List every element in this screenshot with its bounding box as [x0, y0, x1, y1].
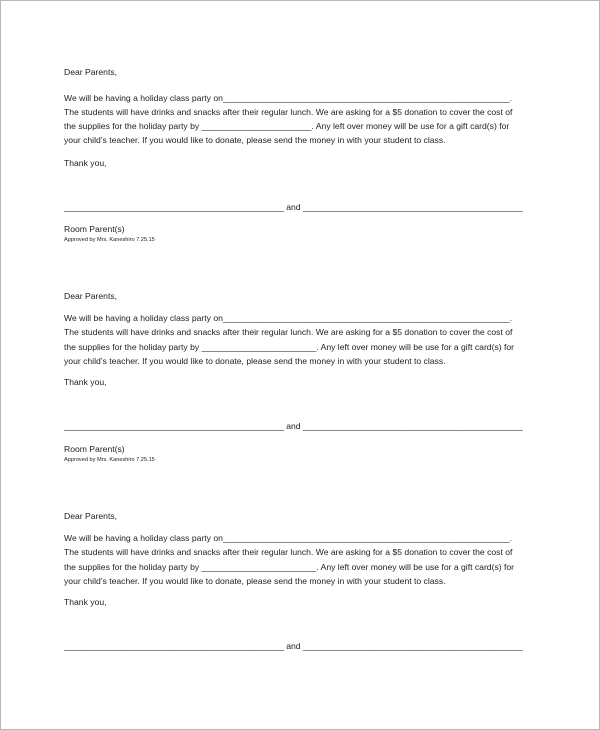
signer-label: Room Parent(s) — [64, 444, 125, 454]
body-line-2: The students will have drinks and snacks after their regular lunch. We are asking for a $5 donation to cover the cost of — [64, 547, 513, 557]
signer-label: Room Parent(s) — [64, 224, 125, 234]
body-line-2: The students will have drinks and snacks after their regular lunch. We are asking for a $5 donation to cover the cost of — [64, 107, 513, 117]
body-line-4: your child’s teacher. If you would like to donate, please send the money in with your student to class. — [64, 356, 446, 366]
body-line-3: the supplies for the holiday party by _______________________. Any left over money will be use for a gift card(s) for — [64, 121, 510, 131]
body-line-3: the supplies for the holiday party by ________________________. Any left over money will be use for a gift card(s) for — [64, 562, 515, 572]
body-line-3: the supplies for the holiday party by ________________________. Any left over money will be use for a gift card(s) for — [64, 342, 515, 352]
body-line-1: We will be having a holiday class party on____________________________________________________________. — [64, 533, 513, 543]
body-line-4: your child’s teacher. If you would like to donate, please send the money in with your student to class. — [64, 576, 446, 586]
thank-you: Thank you, — [64, 597, 107, 607]
greeting: Dear Parents, — [64, 291, 118, 301]
greeting: Dear Parents, — [64, 511, 118, 521]
signature-line: ______________________________________________ and ______________________________________________ — [64, 641, 523, 651]
body-line-4: your child’s teacher. If you would like to donate, please send the money in with your student to class. — [64, 135, 446, 145]
thank-you: Thank you, — [64, 377, 107, 387]
body-line-1: We will be having a holiday class party on____________________________________________________________. — [64, 313, 513, 323]
signature-line: ______________________________________________ and ______________________________________________ — [64, 202, 523, 212]
body-line-2: The students will have drinks and snacks after their regular lunch. We are asking for a $5 donation to cover the cost of — [64, 327, 513, 337]
greeting: Dear Parents, — [64, 67, 118, 77]
approval-note: Approved by Mrs. Kaneshiro 7.25.15 — [64, 457, 155, 463]
body-line-1: We will be having a holiday class party on____________________________________________________________. — [64, 93, 513, 103]
signature-line: ______________________________________________ and ______________________________________________ — [64, 421, 523, 431]
thank-you: Thank you, — [64, 158, 107, 168]
approval-note: Approved by Mrs. Kaneshiro 7.25.15 — [64, 237, 155, 243]
